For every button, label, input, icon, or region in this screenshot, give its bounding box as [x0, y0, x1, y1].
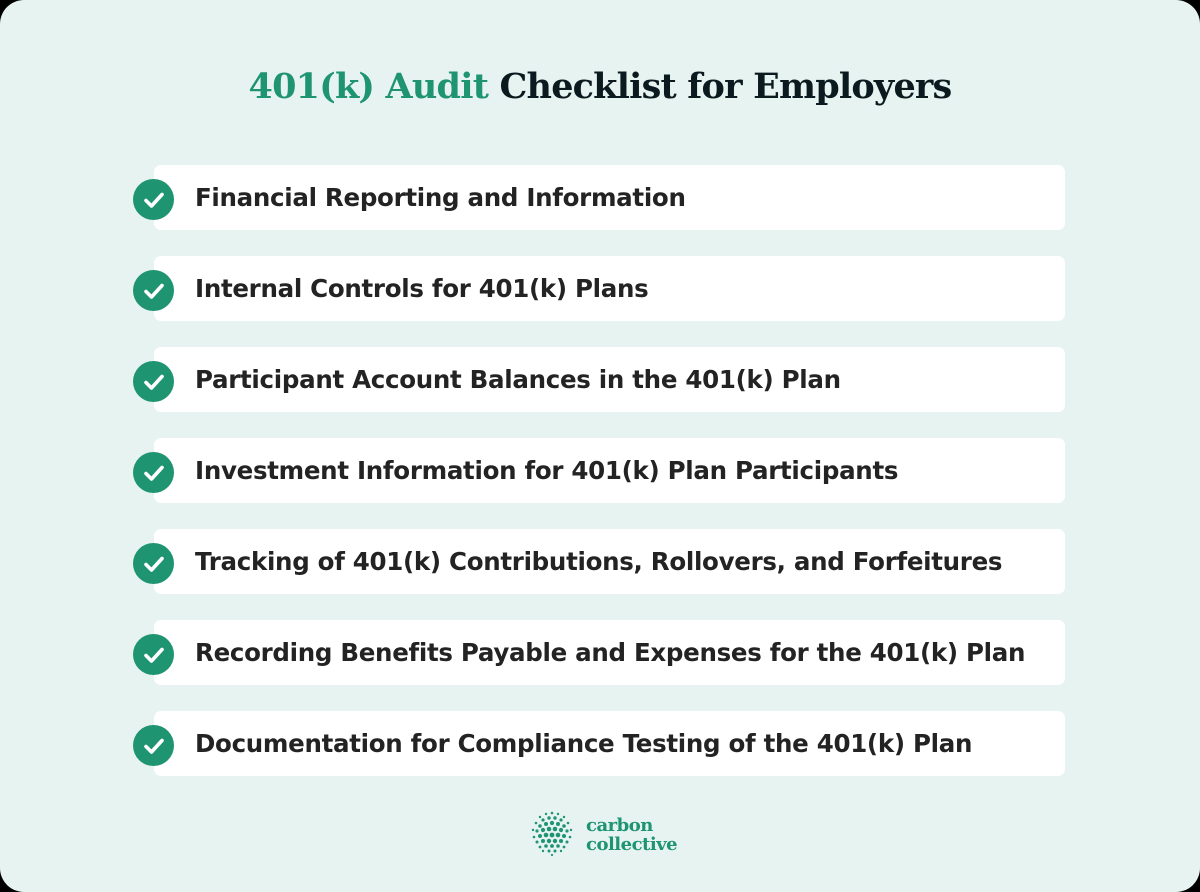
checklist-item-label: Financial Reporting and Information: [195, 183, 686, 212]
checklist-item: [154, 438, 1065, 503]
checklist-item: [154, 347, 1065, 412]
checklist-item: [154, 256, 1065, 321]
checklist-item: [154, 620, 1065, 685]
checklist-item-label: Participant Account Balances in the 401(k) Plan: [195, 365, 841, 394]
checklist-item-label: Tracking of 401(k) Contributions, Rollovers, and Forfeitures: [195, 547, 1003, 576]
check-circle-icon: [133, 179, 174, 220]
checklist-item-label: Recording Benefits Payable and Expenses for the 401(k) Plan: [195, 638, 1026, 667]
checklist-item: [154, 711, 1065, 776]
title-rest: Checklist for Employers: [499, 66, 952, 107]
dotted-sphere-logo-icon: [528, 809, 576, 862]
check-circle-icon: [133, 543, 174, 584]
checklist-item: [154, 165, 1065, 230]
checklist-item-label: Investment Information for 401(k) Plan Participants: [195, 456, 899, 485]
check-circle-icon: [133, 270, 174, 311]
checklist-item-label: Internal Controls for 401(k) Plans: [195, 274, 649, 303]
brand-logo: [528, 810, 677, 860]
checklist-item: [154, 529, 1065, 594]
check-circle-icon: [133, 452, 174, 493]
brand-name-line1: carbon: [586, 815, 653, 836]
check-circle-icon: [133, 361, 174, 402]
checklist-item-label: Documentation for Compliance Testing of the 401(k) Plan: [195, 729, 973, 758]
title-accent: 401(k) Audit: [248, 66, 489, 107]
brand-name: [586, 816, 677, 854]
page-title: [0, 66, 1200, 107]
check-circle-icon: [133, 634, 174, 675]
brand-name-line2: collective: [586, 834, 678, 855]
check-circle-icon: [133, 725, 174, 766]
